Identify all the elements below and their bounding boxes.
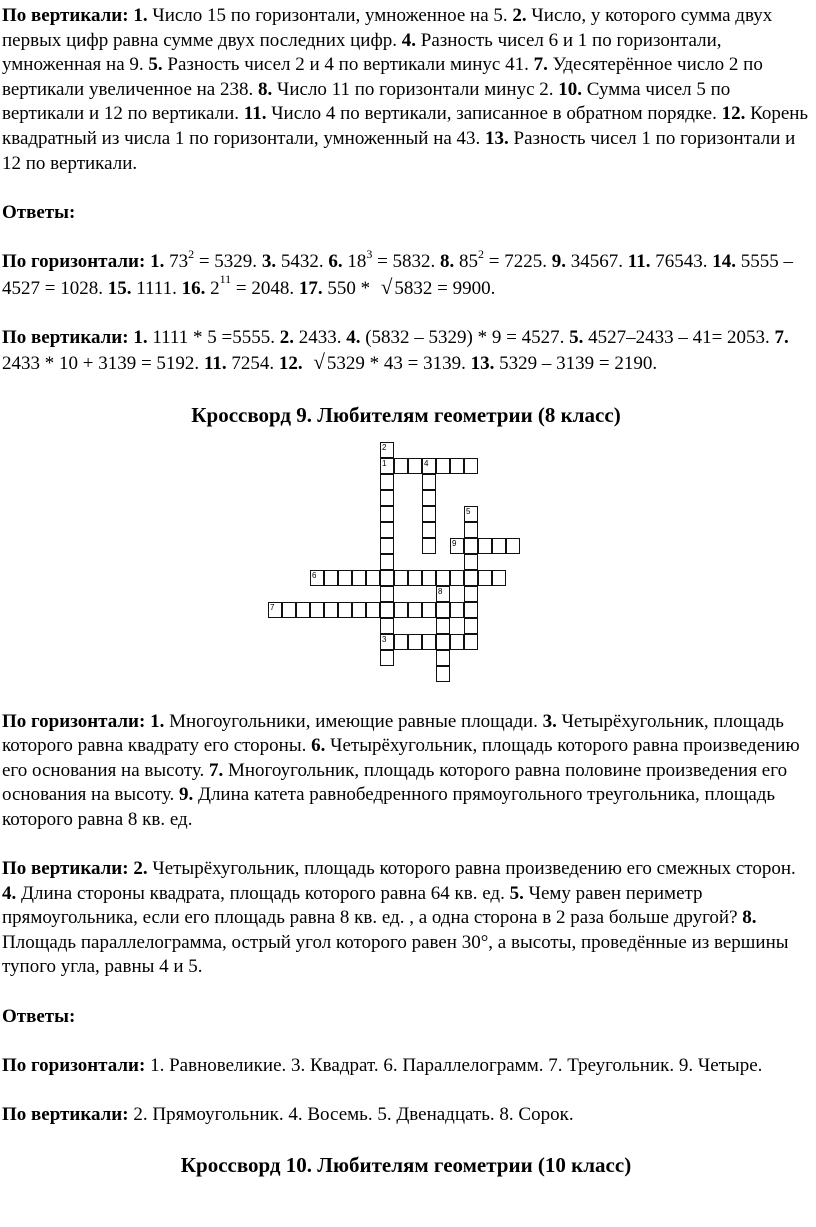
crossword-cell xyxy=(408,634,422,650)
crossword-cell xyxy=(380,538,394,554)
clue-text: Корень квадратный из числа 1 по горизонтали, умноженный на 43. xyxy=(2,103,809,149)
clue-number: 1. xyxy=(133,5,148,26)
horizontal-clues-2: По горизонтали: 1. Многоугольники, имеющие равные площади. 3. Четырёхугольник, площадь которого равна квадрату его стороны. 6. Четырёхугольник, площадь которого равна произведению его основания на высоту. 7. Многоугольник, площадь которого равна половине произведения его основания на высоту. 9. Длина катета равнобедренного прямоугольного треугольника, площадь которого равна 8 кв. ед. xyxy=(2,710,800,830)
crossword-cell xyxy=(408,458,422,474)
crossword-cell xyxy=(394,458,408,474)
crossword-cell xyxy=(422,490,436,506)
answers-horizontal-1: По горизонтали: 1. $73^2 = 5329$. 3. 5432. 6. $18^3 = 5832$. 8. $85^2 = 7225$. 9. 34567. 11. 76543. 14. 5555 – 4527 = 1028. 15. 1111. 16. $2^{11} = 2048$. 17. 550 * √ 5832 = 9900. xyxy=(2,246,793,299)
crossword-cell xyxy=(380,618,394,634)
crossword-cell: 8 xyxy=(436,586,450,602)
crossword-cell xyxy=(380,586,394,602)
crossword-cell xyxy=(380,554,394,570)
clue-number: 4. xyxy=(401,29,417,51)
crossword-cell xyxy=(464,522,478,538)
clue-number: 5. xyxy=(148,54,163,76)
clue-text: Разность чисел 2 и 4 по вертикали минус 41. xyxy=(162,54,534,76)
crossword-cell xyxy=(394,602,408,618)
crossword-cell xyxy=(422,538,436,554)
crossword-cell xyxy=(422,570,436,586)
answers-vertical-2: По вертикали: 2. Прямоугольник. 4. Восемь. 5. Двенадцать. 8. Сорок. xyxy=(2,1104,574,1125)
answers-vertical-1: По вертикали: 1. 1111 * 5 =5555. 2. 2433. 4. (5832 – 5329) * 9 = 4527. 5. 4527–2433 – 41= 2053. 7. 2433 * 10 + 3139 = 5192. 11. 7254. 12. √ 5329 * 43 = 3139. 13. 5329 – 3139 = 2190. xyxy=(2,326,789,375)
clue-number: 10. xyxy=(558,78,583,100)
crossword-cell xyxy=(352,570,366,586)
clue-number: 7. xyxy=(533,54,548,76)
crossword-cell xyxy=(282,602,296,618)
crossword-cell xyxy=(450,458,464,474)
clue-number: 12. xyxy=(721,103,746,125)
crossword-cell xyxy=(366,570,380,586)
answers-title-2: Ответы: xyxy=(2,1005,76,1027)
crossword-cell xyxy=(422,522,436,538)
crossword-cell: 3 xyxy=(380,634,394,650)
clue-number: 2. xyxy=(512,5,527,26)
crossword-cell xyxy=(464,618,478,634)
crossword-cell xyxy=(338,570,352,586)
crossword-9-heading: Кроссворд 9. Любителям геометрии (8 класс) xyxy=(191,402,621,427)
crossword-cell xyxy=(492,538,506,554)
crossword-cell xyxy=(436,666,450,682)
crossword-cell xyxy=(408,570,422,586)
crossword-cell xyxy=(436,458,450,474)
crossword-cell: 4 xyxy=(422,458,436,474)
crossword-cell xyxy=(506,538,520,554)
clue-text: Число 11 по горизонтали минус 2. xyxy=(272,78,559,100)
crossword-cell xyxy=(324,570,338,586)
crossword-cell xyxy=(464,634,478,650)
clue-text: Число, у которого сумма двух первых цифр равна сумме двух последних цифр. xyxy=(2,5,773,51)
crossword-cell xyxy=(310,602,324,618)
crossword-cell xyxy=(394,634,408,650)
crossword-cell: 9 xyxy=(450,538,464,554)
vertical-clues-1 xyxy=(2,4,810,176)
crossword-cell xyxy=(380,474,394,490)
crossword-cell xyxy=(380,490,394,506)
crossword-cell xyxy=(450,634,464,650)
crossword-cell xyxy=(380,570,394,586)
crossword-cell xyxy=(436,634,450,650)
crossword-cell xyxy=(464,538,478,554)
crossword-grid xyxy=(2,442,810,692)
clue-text: Удесятерённое число 2 по вертикали увеличенное на 238. xyxy=(2,54,763,100)
page xyxy=(2,4,810,1178)
crossword-cell: 6 xyxy=(310,570,324,586)
crossword-cell xyxy=(296,602,310,618)
crossword-cell xyxy=(450,570,464,586)
crossword-cell xyxy=(408,602,422,618)
crossword-cell xyxy=(436,618,450,634)
crossword-cell xyxy=(338,602,352,618)
crossword-cell: 1 xyxy=(380,458,394,474)
crossword-cell xyxy=(380,650,394,666)
crossword-cell: 5 xyxy=(464,506,478,522)
crossword-cell xyxy=(464,458,478,474)
crossword-cell: 2 xyxy=(380,442,394,458)
vertical-clues-2: По вертикали: 2. Четырёхугольник, площадь которого равна произведению его смежных сторон. 4. Длина стороны квадрата, площадь которого равна 64 кв. ед. 5. Чему равен периметр прямоугольника, если его площадь равна 8 кв. ед. , а одна сторона в 2 раза больше другой? 8. Площадь параллелограмма, острый угол которого равен 30°, а высоты, проведённые из вершины тупого угла, равны 4 и 5. xyxy=(2,858,796,978)
clue-label: По вертикали: xyxy=(2,5,129,26)
crossword-cell xyxy=(436,570,450,586)
crossword-cell xyxy=(492,570,506,586)
crossword-cell xyxy=(478,538,492,554)
clue-text: Сумма чисел 5 по вертикали и 12 по вертикали. xyxy=(2,78,731,125)
sqrt-icon: √ xyxy=(313,350,325,375)
crossword-cell xyxy=(464,554,478,570)
answers-horizontal-2: По горизонтали: 1. Равновеликие. 3. Квадрат. 6. Параллелограмм. 7. Треугольник. 9. Четыре. xyxy=(2,1054,763,1076)
crossword-cell xyxy=(422,634,436,650)
crossword-cell xyxy=(366,602,380,618)
crossword-cell xyxy=(380,602,394,618)
crossword-cell xyxy=(324,602,338,618)
clue-text: Число 15 по горизонтали, умноженное на 5. xyxy=(147,5,513,26)
clue-text: Число 4 по вертикали, записанное в обратном порядке. xyxy=(266,103,722,125)
crossword-cell xyxy=(436,602,450,618)
clue-number: 13. xyxy=(485,127,509,149)
clue-text: Разность чисел 6 и 1 по горизонтали, умноженная на 9. xyxy=(2,29,722,76)
crossword-cell xyxy=(464,586,478,602)
crossword-10-heading: Кроссворд 10. Любителям геометрии (10 класс) xyxy=(180,1153,632,1178)
clue-number: 11. xyxy=(243,103,267,125)
crossword-cell xyxy=(464,602,478,618)
answers-title-1: Ответы: xyxy=(2,201,76,223)
crossword-cell: 7 xyxy=(268,602,282,618)
crossword-cell xyxy=(422,506,436,522)
crossword-cell xyxy=(422,602,436,618)
crossword-cell xyxy=(450,602,464,618)
crossword-cell xyxy=(380,522,394,538)
crossword-cell xyxy=(380,506,394,522)
crossword-cell xyxy=(394,570,408,586)
crossword-cell xyxy=(436,650,450,666)
crossword-cell xyxy=(352,602,366,618)
clue-text: Разность чисел 1 по горизонтали и 12 по вертикали. xyxy=(2,127,796,174)
sqrt-icon: √ xyxy=(380,274,393,299)
crossword-cell xyxy=(478,570,492,586)
clue-number: 8. xyxy=(258,78,273,100)
crossword-cell xyxy=(464,570,478,586)
crossword-cell xyxy=(422,474,436,490)
